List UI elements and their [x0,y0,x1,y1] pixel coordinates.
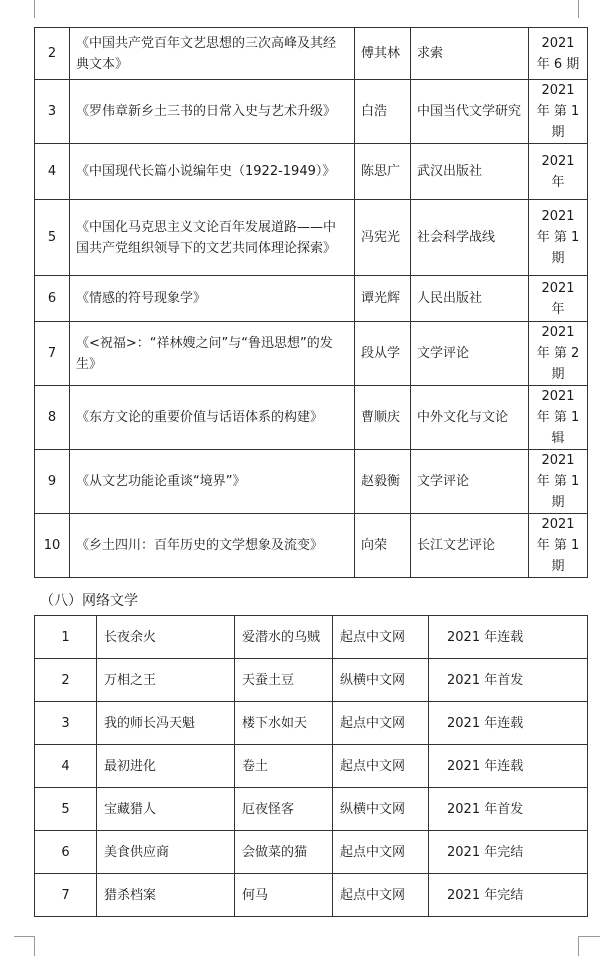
release-status: 2021 年完结 [429,874,588,917]
publication-source: 武汉出版社 [411,144,529,200]
website: 起点中文网 [333,702,429,745]
website: 起点中文网 [333,831,429,874]
work-title: 《<祝福>：“祥林嫂之问”与“鲁迅思想”的发生》 [70,322,355,386]
release-status: 2021 年连载 [429,745,588,788]
author-name: 白浩 [355,80,411,144]
author-name: 爱潜水的乌贼 [235,616,333,659]
novel-title: 长夜余火 [97,616,235,659]
author-name: 赵毅衡 [355,450,411,514]
release-status: 2021 年首发 [429,788,588,831]
row-number: 5 [35,788,97,831]
row-number: 3 [35,702,97,745]
novel-title: 万相之王 [97,659,235,702]
corner-mark-bottom-left-v [34,936,35,956]
author-name: 谭光辉 [355,276,411,322]
publication-source: 求索 [411,28,529,80]
author-name: 段从学 [355,322,411,386]
author-name: 卷土 [235,745,333,788]
table-row [35,144,588,200]
publication-source: 中国当代文学研究 [411,80,529,144]
work-title: 《东方文论的重要价值与话语体系的构建》 [70,386,355,450]
table-row [35,322,588,386]
row-number: 6 [35,831,97,874]
publication-date: 2021 年 第 1 期 [529,80,588,144]
corner-mark-bottom-left-h [14,936,34,937]
table-row [35,450,588,514]
literary-theory-table [34,27,588,578]
author-name: 会做菜的猫 [235,831,333,874]
row-number: 7 [35,874,97,917]
table-row [35,788,588,831]
publication-date: 2021 年 第 1 辑 [529,386,588,450]
work-title: 《情感的符号现象学》 [70,276,355,322]
table-row [35,831,588,874]
publication-source: 文学评论 [411,322,529,386]
corner-mark-top-right [578,0,579,18]
author-name: 楼下水如天 [235,702,333,745]
release-status: 2021 年首发 [429,659,588,702]
website: 起点中文网 [333,874,429,917]
author-name: 曹顺庆 [355,386,411,450]
work-title: 《中国化马克思主义文论百年发展道路——中国共产党组织领导下的文艺共同体理论探索》 [70,200,355,276]
publication-date: 2021 年 第 2 期 [529,322,588,386]
author-name: 陈思广 [355,144,411,200]
novel-title: 美食供应商 [97,831,235,874]
table-row [35,80,588,144]
table-row [35,616,588,659]
publication-date: 2021 年 第 1 期 [529,200,588,276]
table-row [35,514,588,578]
novel-title: 我的师长冯天魁 [97,702,235,745]
row-number: 1 [35,616,97,659]
work-title: 《中国共产党百年文艺思想的三次高峰及其经典文本》 [70,28,355,80]
row-number: 4 [35,745,97,788]
table-row [35,276,588,322]
corner-mark-bottom-right-v [578,936,579,956]
row-number: 4 [35,144,70,200]
row-number: 6 [35,276,70,322]
row-number: 8 [35,386,70,450]
author-name: 何马 [235,874,333,917]
author-name: 冯宪光 [355,200,411,276]
author-name: 厄夜怪客 [235,788,333,831]
row-number: 3 [35,80,70,144]
website: 纵横中文网 [333,788,429,831]
table-row [35,386,588,450]
website: 起点中文网 [333,745,429,788]
corner-mark-top-left [34,0,35,18]
publication-date: 2021 年 6 期 [529,28,588,80]
novel-title: 最初进化 [97,745,235,788]
novel-title: 猎杀档案 [97,874,235,917]
publication-date: 2021 年 第 1 期 [529,514,588,578]
row-number: 5 [35,200,70,276]
corner-mark-bottom-right-h [579,936,600,937]
work-title: 《中国现代长篇小说编年史（1922-1949）》 [70,144,355,200]
publication-date: 2021 年 第 1 期 [529,450,588,514]
section-title: （八）网络文学 [40,593,138,609]
row-number: 9 [35,450,70,514]
table-row [35,659,588,702]
work-title: 《乡土四川：百年历史的文学想象及流变》 [70,514,355,578]
website: 起点中文网 [333,616,429,659]
publication-source: 长江文艺评论 [411,514,529,578]
release-status: 2021 年连载 [429,616,588,659]
publication-source: 中外文化与文论 [411,386,529,450]
author-name: 天蚕土豆 [235,659,333,702]
work-title: 《从文艺功能论重谈“境界”》 [70,450,355,514]
row-number: 7 [35,322,70,386]
release-status: 2021 年连载 [429,702,588,745]
publication-date: 2021 年 [529,276,588,322]
table-row [35,28,588,80]
publication-date: 2021 年 [529,144,588,200]
release-status: 2021 年完结 [429,831,588,874]
author-name: 向荣 [355,514,411,578]
novel-title: 宝藏猎人 [97,788,235,831]
table-row [35,702,588,745]
table-row [35,745,588,788]
web-literature-table [34,615,588,917]
author-name: 傅其林 [355,28,411,80]
work-title: 《罗伟章新乡土三书的日常入史与艺术升级》 [70,80,355,144]
row-number: 10 [35,514,70,578]
row-number: 2 [35,28,70,80]
publication-source: 人民出版社 [411,276,529,322]
website: 纵横中文网 [333,659,429,702]
row-number: 2 [35,659,97,702]
publication-source: 社会科学战线 [411,200,529,276]
publication-source: 文学评论 [411,450,529,514]
table-row [35,874,588,917]
table-row [35,200,588,276]
